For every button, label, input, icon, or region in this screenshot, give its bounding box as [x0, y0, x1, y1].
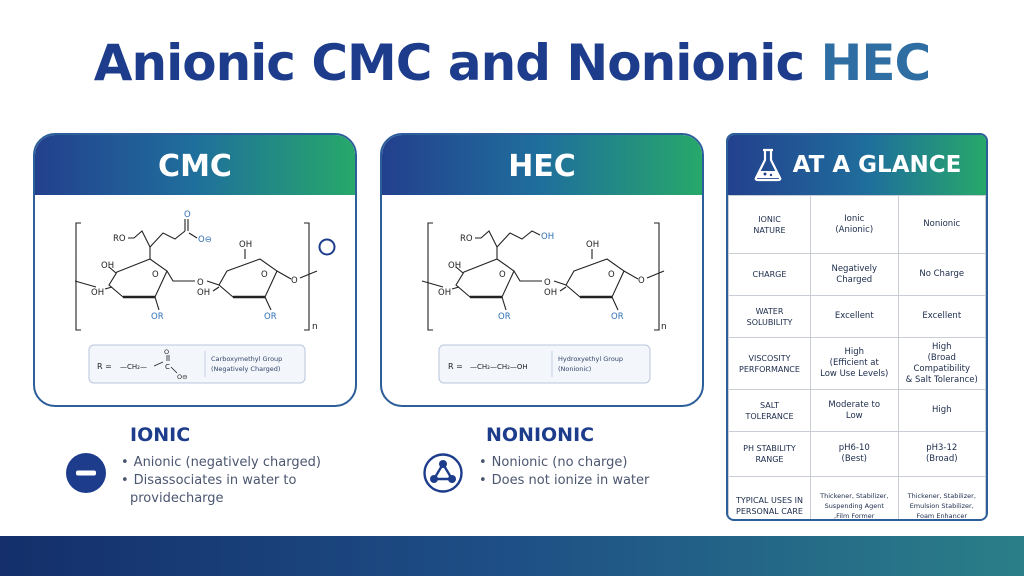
cmc-card-header: CMC: [35, 135, 355, 195]
cmc-r-c: C: [165, 363, 170, 371]
hec-value: Excellent: [898, 296, 986, 338]
hec-ring1-or: OR: [498, 312, 511, 322]
hec-group-desc: (Nonionic): [558, 365, 592, 373]
nonionic-bullet-list: [479, 454, 649, 490]
row-label: PH STABILITY RANGE: [729, 432, 811, 477]
row-label: TYPICAL USES IN PERSONAL CARE: [729, 477, 811, 522]
comparison-row: [729, 196, 986, 254]
comparison-row: [729, 338, 986, 390]
hec-link-o: O: [544, 278, 551, 288]
cmc-ro-label: RO: [113, 234, 126, 244]
hec-r-chain: —CH₂—CH₂—OH: [470, 363, 528, 371]
hec-ring1-oh-top: OH: [448, 261, 462, 271]
hec-terminal-oh: OH: [541, 232, 555, 242]
cmc-r-o-minus: O⊖: [177, 373, 188, 381]
hec-value: pH3-12 (Broad): [898, 432, 986, 477]
cmc-ring2-oh-top: OH: [239, 240, 253, 250]
hec-repeat-n: n: [661, 322, 667, 332]
hec-ro-label: RO: [460, 234, 473, 244]
cmc-ring2-oh-left: OH: [197, 288, 211, 298]
comparison-row: [729, 432, 986, 477]
hec-group-name: Hydroxyethyl Group: [558, 355, 624, 363]
cmc-repeat-n: n: [312, 322, 318, 332]
cmc-ring2-o-right: O: [291, 276, 298, 286]
cmc-ring1-or: OR: [151, 312, 164, 322]
comparison-row: [729, 390, 986, 432]
hec-card: [380, 133, 704, 407]
nonionic-bullet: • Nonionic (no charge): [479, 454, 649, 472]
at-a-glance-header: [728, 135, 986, 195]
row-label: IONIC NATURE: [729, 196, 811, 254]
row-label: SALT TOLERANCE: [729, 390, 811, 432]
row-label: WATER SOLUBILITY: [729, 296, 811, 338]
comparison-row: [729, 254, 986, 296]
cmc-value: Thickener, Stabilizer, Suspending Agent ,Film Former: [811, 477, 899, 522]
at-a-glance-title: AT A GLANCE: [792, 152, 962, 178]
cmc-link-o: O: [197, 278, 204, 288]
title-part-1: Anionic CMC and Nonionic: [93, 34, 805, 92]
cmc-value: Moderate to Low: [811, 390, 899, 432]
nonionic-bullet: • Does not ionize in water: [479, 472, 649, 490]
title-part-2: HEC: [820, 34, 931, 92]
cmc-value: Negatively Charged: [811, 254, 899, 296]
ionic-bullet-list: [121, 454, 321, 508]
hec-ring2-oh-left: OH: [544, 288, 558, 298]
hec-ring1-oh-left: OH: [438, 288, 452, 298]
cmc-value: Ionic (Anionic): [811, 196, 899, 254]
footer-bar: [0, 536, 1024, 576]
hec-value: Nonionic: [898, 196, 986, 254]
ionic-bullet-continuation: providecharge: [130, 491, 224, 506]
cmc-r-ch2: —CH₂—: [120, 363, 147, 371]
ionic-bullet: • Anionic (negatively charged): [121, 454, 321, 472]
hec-value: Thickener, Stabilizer, Emulsion Stabilizer, Foam Enhancer: [898, 477, 986, 522]
hec-card-header: HEC: [382, 135, 702, 195]
at-a-glance-panel: [726, 133, 988, 521]
cmc-value: High (Efficient at Low Use Levels): [811, 338, 899, 390]
row-label: CHARGE: [729, 254, 811, 296]
cmc-value: pH6-10 (Best): [811, 432, 899, 477]
hec-value: High: [898, 390, 986, 432]
comparison-row: [729, 477, 986, 522]
hec-ring2-oh-top: OH: [586, 240, 600, 250]
cmc-ring1-oh-left: OH: [91, 288, 105, 298]
hec-ring1-o: O: [499, 270, 506, 280]
hec-r-eq: R =: [448, 362, 463, 371]
cmc-card: [33, 133, 357, 407]
hec-ring2-o: O: [608, 270, 615, 280]
cmc-carboxylate-o: O⊖: [198, 235, 212, 245]
minus-circle-icon: [66, 453, 106, 493]
negative-charge-icon: [320, 240, 335, 255]
cmc-ring2-o: O: [261, 270, 268, 280]
row-label: VISCOSITY PERFORMANCE: [729, 338, 811, 390]
ionic-heading: IONIC: [130, 424, 191, 446]
cmc-group-name: Carboxymethyl Group: [211, 355, 283, 363]
cmc-structure-diagram: [35, 195, 357, 407]
nonionic-heading: NONIONIC: [486, 424, 595, 446]
ionic-bullet: • Disassociates in water to: [121, 472, 321, 490]
cmc-carbonyl-o: O: [184, 210, 191, 220]
cmc-r-eq: R =: [97, 362, 112, 371]
page-title: [0, 34, 1024, 92]
cmc-ring1-oh-top: OH: [101, 261, 115, 271]
hec-value: High (Broad Compatibility & Salt Tolerance): [898, 338, 986, 390]
hec-structure-diagram: [382, 195, 704, 407]
comparison-table: [728, 195, 986, 521]
cmc-ring2-or: OR: [264, 312, 277, 322]
cmc-group-desc: (Negatively Charged): [211, 365, 281, 373]
flask-icon: [753, 148, 783, 182]
hec-ring2-o-right: O: [638, 276, 645, 286]
cmc-ring1-o: O: [152, 270, 159, 280]
comparison-row: [729, 296, 986, 338]
hec-value: No Charge: [898, 254, 986, 296]
hec-ring2-or: OR: [611, 312, 624, 322]
molecule-network-icon: [423, 453, 463, 493]
cmc-r-o-top: O: [164, 348, 170, 356]
cmc-value: Excellent: [811, 296, 899, 338]
